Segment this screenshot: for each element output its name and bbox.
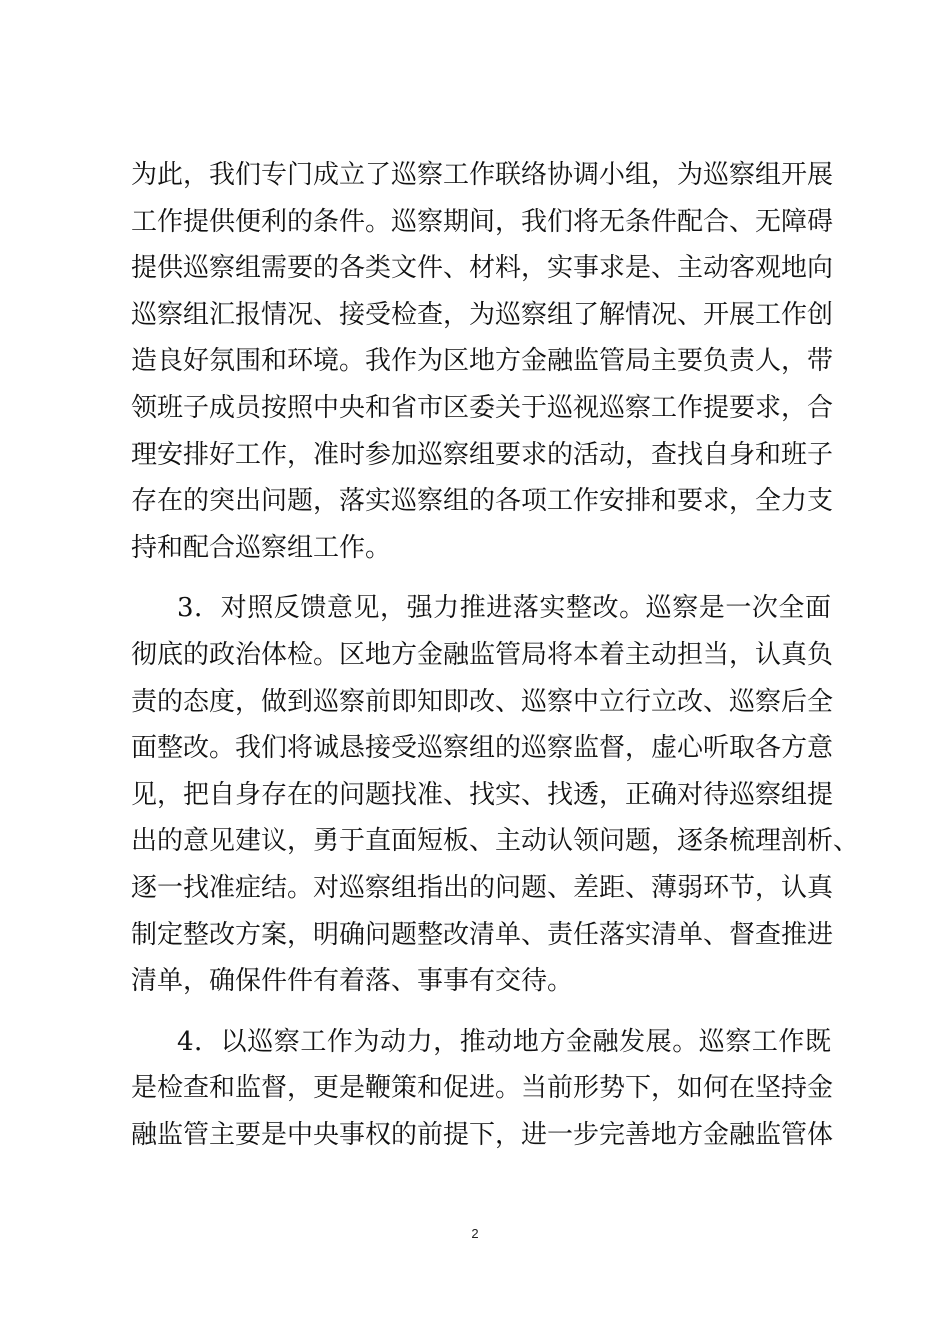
paragraph-gap <box>131 1005 831 1019</box>
text-line: 面整改。我们将诚恳接受巡察组的巡察监督，虚心听取各方意 <box>131 733 834 764</box>
text-line: 逐一找准症结。对巡察组指出的问题、差距、薄弱环节，认真 <box>131 872 834 903</box>
text-line: 彻底的政治体检。区地方金融监管局将本着主动担当，认真负 <box>131 639 834 670</box>
page-number: 2 <box>471 1226 479 1241</box>
text-line: 出的意见建议，勇于直面短板、主动认领问题，逐条梳理剖析、 <box>131 826 860 857</box>
text-line: 3．对照反馈意见，强力推进落实整改。巡察是一次全面 <box>177 593 831 624</box>
text-line: 融监管主要是中央事权的前提下，进一步完善地方金融监管体 <box>131 1119 834 1150</box>
text-line: 巡察组汇报情况、接受检查，为巡察组了解情况、开展工作创 <box>131 299 834 330</box>
text-line: 造良好氛围和环境。我作为区地方金融监管局主要负责人，带 <box>131 346 834 377</box>
text-line: 见，把自身存在的问题找准、找实、找透，正确对待巡察组提 <box>131 779 834 810</box>
text-line: 制定整改方案，明确问题整改清单、责任落实清单、督查推进 <box>131 919 834 950</box>
text-line: 提供巡察组需要的各类文件、材料，实事求是、主动客观地向 <box>131 253 834 284</box>
paragraph-2 <box>131 585 860 1004</box>
paragraph-1 <box>131 152 834 571</box>
text-line: 持和配合巡察组工作。 <box>131 532 392 563</box>
text-line: 清单，确保件件有着落、事事有交待。 <box>131 966 574 997</box>
document-body <box>131 152 860 1158</box>
text-line: 理安排好工作，准时参加巡察组要求的活动，查找自身和班子 <box>131 439 834 470</box>
text-line: 4．以巡察工作为动力，推动地方金融发展。巡察工作既 <box>177 1026 831 1057</box>
text-line: 为此，我们专门成立了巡察工作联络协调小组，为巡察组开展 <box>131 160 834 190</box>
text-line: 是检查和监督，更是鞭策和促进。当前形势下，如何在坚持金 <box>131 1073 834 1104</box>
paragraph-3 <box>131 1019 834 1159</box>
text-line: 工作提供便利的条件。巡察期间，我们将无条件配合、无障碍 <box>131 206 834 237</box>
text-line: 责的态度，做到巡察前即知即改、巡察中立行立改、巡察后全 <box>131 686 834 717</box>
paragraph-gap <box>131 571 831 585</box>
text-line: 领班子成员按照中央和省市区委关于巡视巡察工作提要求，合 <box>131 392 834 423</box>
text-line: 存在的突出问题，落实巡察组的各项工作安排和要求，全力支 <box>131 486 834 517</box>
